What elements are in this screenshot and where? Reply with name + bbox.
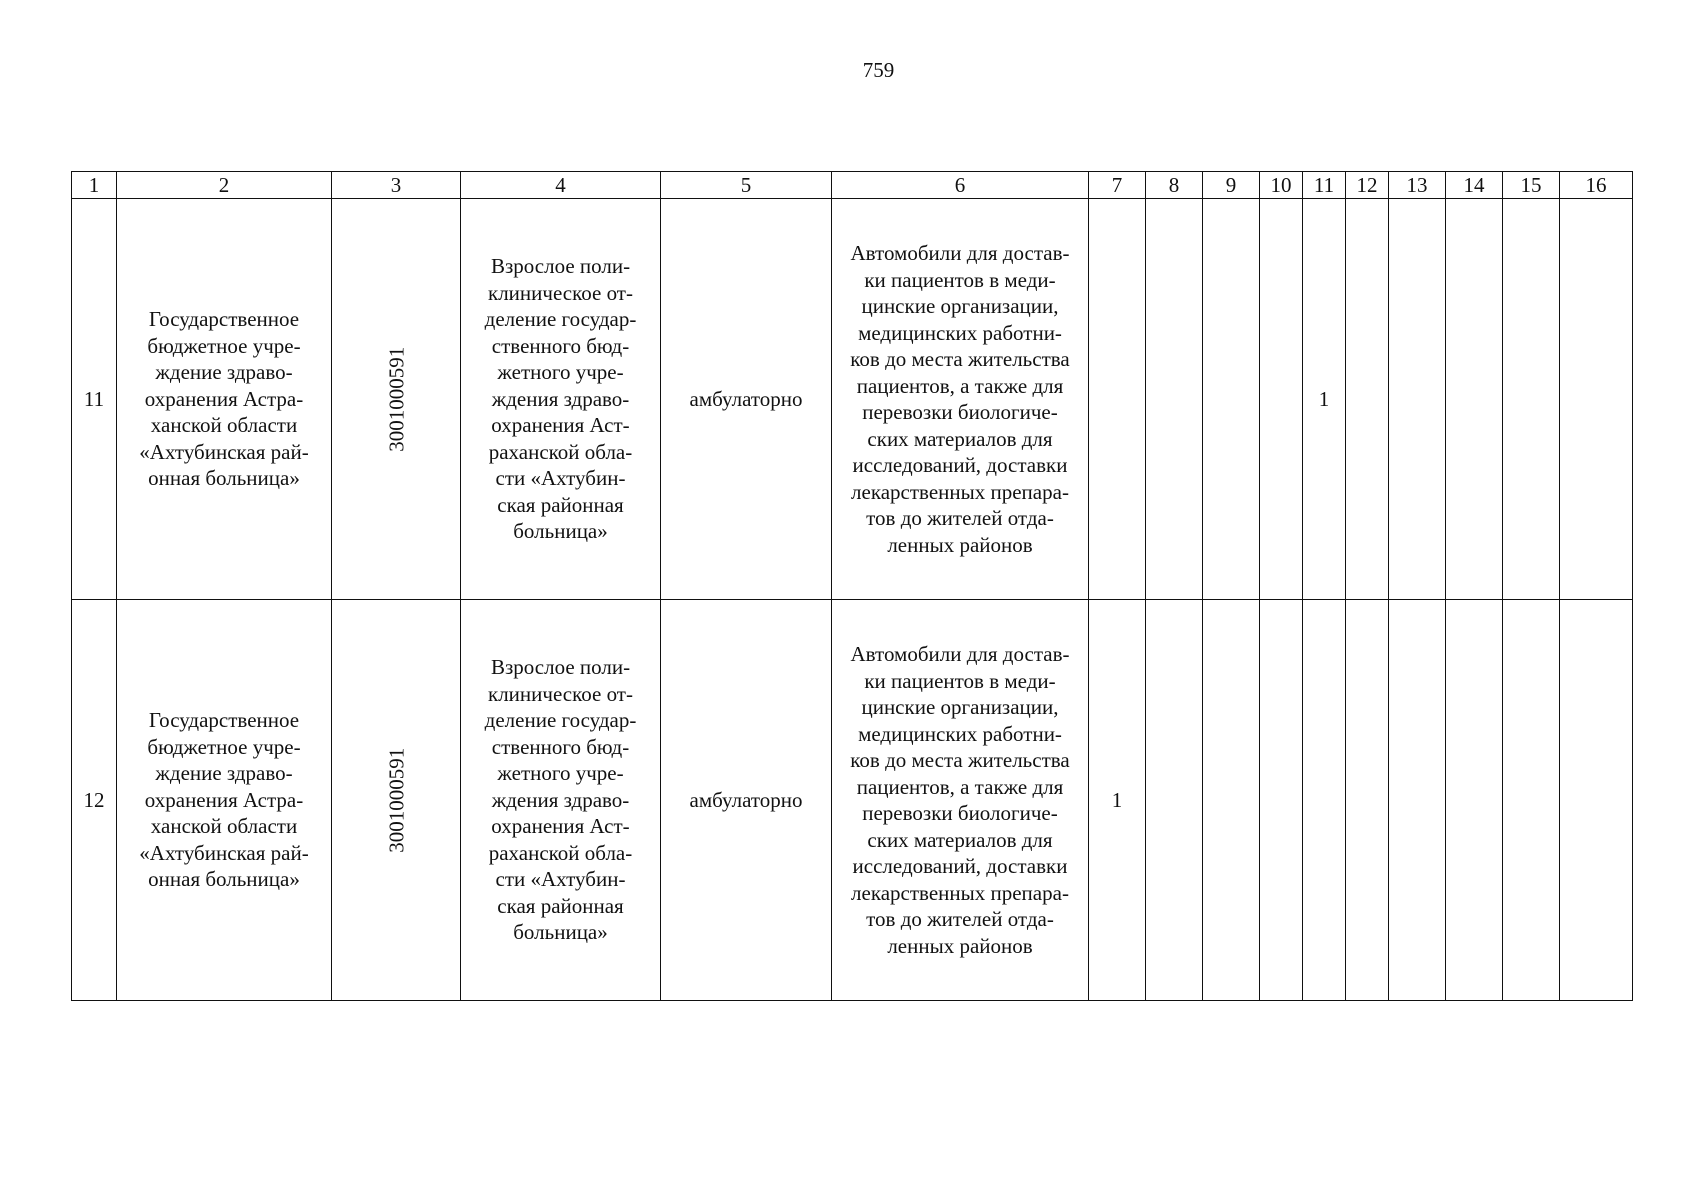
care-type-cell: амбулаторно: [661, 600, 832, 1001]
column-header: 10: [1260, 172, 1303, 199]
value-cell: [1389, 199, 1446, 600]
value-cell: [1446, 199, 1503, 600]
table-row: [72, 600, 1633, 1001]
value-cell: 1: [1303, 199, 1346, 600]
page-number: 759: [862, 58, 895, 82]
column-header: 15: [1503, 172, 1560, 199]
value-cell: [1503, 199, 1560, 600]
value-cell: 1: [1089, 600, 1146, 1001]
organization-cell: [117, 600, 332, 1001]
vehicle-purpose-text: Автомобили для достав- ки пациентов в меди- цинские организации, медицинских работни- ков до места жительства пациентов, а также для перевозки биологиче- ских материалов для исследований, доставки лекарственных препара- тов до жителей отда- ленных районов: [850, 241, 1070, 557]
column-header: 14: [1446, 172, 1503, 199]
row-number-cell: 12: [72, 600, 117, 1001]
value-cell: [1146, 600, 1203, 1001]
column-header: 9: [1203, 172, 1260, 199]
column-header: 1: [72, 172, 117, 199]
row-number-cell: 11: [72, 199, 117, 600]
table-row: [72, 199, 1633, 600]
column-header: 6: [832, 172, 1089, 199]
value-cell: [1389, 600, 1446, 1001]
value-cell: [1146, 199, 1203, 600]
column-header: 13: [1389, 172, 1446, 199]
organization-text: Государственное бюджетное учре- ждение здраво- охранения Астра- ханской области «Ахтубинская рай- онная больница»: [139, 708, 309, 892]
value-cell: [1260, 600, 1303, 1001]
code-text: 3001000591: [383, 346, 408, 452]
column-header: 11: [1303, 172, 1346, 199]
code-cell: [332, 600, 461, 1001]
column-header: 7: [1089, 172, 1146, 199]
value-cell: [1560, 600, 1633, 1001]
data-table: [71, 171, 1633, 1001]
column-header: 4: [461, 172, 661, 199]
department-text: Взрослое поли- клиническое от- деление государ- ственного бюд- жетного учре- ждения здраво- охранения Аст- раханской обла- сти «Ахтубин- ская районная больница»: [484, 655, 637, 945]
value-cell: [1346, 600, 1389, 1001]
code-cell: [332, 199, 461, 600]
vehicle-purpose-cell: [832, 600, 1089, 1001]
department-cell: [461, 199, 661, 600]
department-text: Взрослое поли- клиническое от- деление государ- ственного бюд- жетного учре- ждения здраво- охранения Аст- раханской обла- сти «Ахтубин- ская районная больница»: [484, 254, 637, 544]
value-cell: [1260, 199, 1303, 600]
header-row: [72, 172, 1633, 199]
value-cell: [1446, 600, 1503, 1001]
value-cell: [1503, 600, 1560, 1001]
vehicle-purpose-cell: [832, 199, 1089, 600]
organization-cell: [117, 199, 332, 600]
column-header: 8: [1146, 172, 1203, 199]
value-cell: [1346, 199, 1389, 600]
code-text: 3001000591: [383, 747, 408, 853]
department-cell: [461, 600, 661, 1001]
organization-text: Государственное бюджетное учре- ждение здраво- охранения Астра- ханской области «Ахтубинская рай- онная больница»: [139, 307, 309, 491]
vehicle-purpose-text: Автомобили для достав- ки пациентов в меди- цинские организации, медицинских работни- ков до места жительства пациентов, а также для перевозки биологиче- ских материалов для исследований, доставки лекарственных препара- тов до жителей отда- ленных районов: [850, 642, 1070, 958]
value-cell: [1560, 199, 1633, 600]
care-type-cell: амбулаторно: [661, 199, 832, 600]
value-cell: [1203, 600, 1260, 1001]
column-header: 2: [117, 172, 332, 199]
value-cell: [1203, 199, 1260, 600]
column-header: 3: [332, 172, 461, 199]
value-cell: [1303, 600, 1346, 1001]
column-header: 12: [1346, 172, 1389, 199]
column-header: 16: [1560, 172, 1633, 199]
column-header: 5: [661, 172, 832, 199]
value-cell: [1089, 199, 1146, 600]
